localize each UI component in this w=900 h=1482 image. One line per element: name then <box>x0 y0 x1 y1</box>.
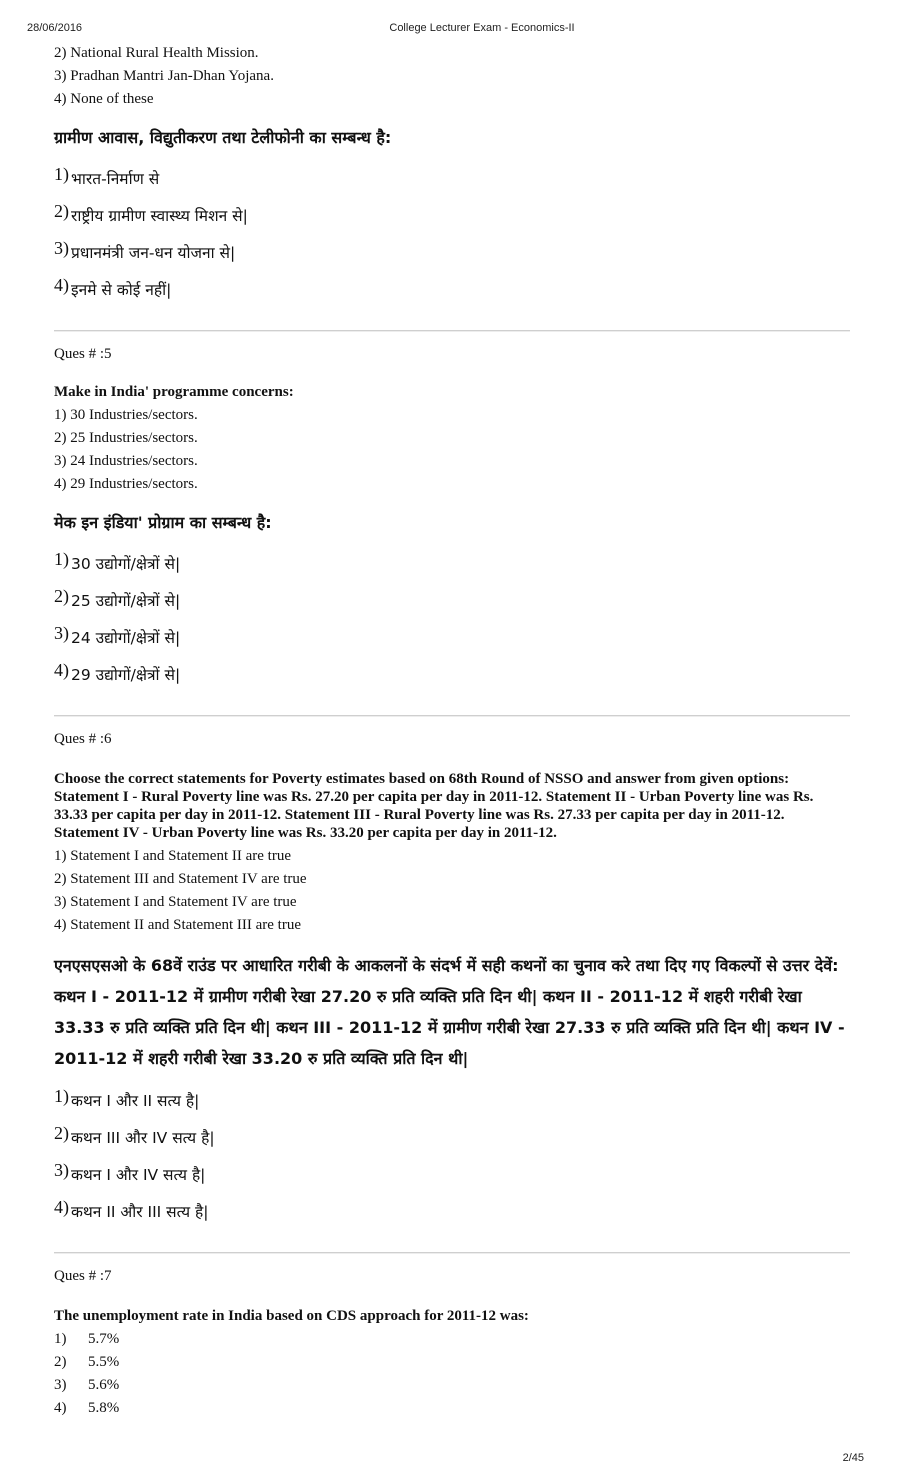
option-hi: 3) प्रधानमंत्री जन-धन योजना से| <box>54 238 236 262</box>
question-english: The unemployment rate in India based on CDS approach for 2011-12 was: <box>54 1308 529 1324</box>
question-hindi: मेक इन इंडिया' प्रोग्राम का सम्बन्ध है: <box>54 513 272 532</box>
option-en: 1) 5.7% <box>54 1331 120 1347</box>
option-en: 4) 29 Industries/sectors. <box>54 476 198 492</box>
option-en: 1) Statement I and Statement II are true <box>54 848 291 864</box>
option-en: 3) 24 Industries/sectors. <box>54 453 198 469</box>
question-5 <box>54 346 850 691</box>
print-date: 28/06/2016 <box>27 22 83 34</box>
question-number: Ques # :7 <box>54 1268 112 1284</box>
question-english: Make in India' programme concerns: <box>54 384 294 400</box>
option-hi: 1) कथन I और II सत्य है| <box>54 1086 200 1110</box>
page-header <box>0 0 900 34</box>
question-english: Choose the correct statements for Poverty estimates based on 68th Round of NSSO and answer from given options: Statement I - Rural Poverty line was Rs. 27.20 per capita per day in 2011-12. Statement II - Urban Poverty line was Rs. 33.33 per capita per day in 2011-12. Statement III - Rural Poverty line was Rs. 27.33 per capita per day in 2011-12. Statement IV - Urban Poverty line was Rs. 33.20 per capita per day in 2011-12. <box>54 771 814 841</box>
question-hindi: ग्रामीण आवास, विद्युतीकरण तथा टेलीफोनी का सम्बन्ध है: <box>54 128 392 147</box>
option-en: 2) National Rural Health Mission. <box>54 45 259 61</box>
option-en: 2) 25 Industries/sectors. <box>54 430 198 446</box>
question-4-tail <box>54 42 850 306</box>
option-en: 1) 30 Industries/sectors. <box>54 407 198 423</box>
option-en: 3) Statement I and Statement IV are true <box>54 894 297 910</box>
question-7 <box>54 1268 850 1420</box>
divider <box>54 715 850 717</box>
option-hi: 4) कथन II और III सत्य है| <box>54 1197 209 1221</box>
divider <box>54 1252 850 1254</box>
question-hindi: एनएसएसओ के 68वें राउंड पर आधारित गरीबी के आकलनों के संदर्भ में सही कथनों का चुनाव करे तथा दिए गए विकल्पों से उत्तर देवें: कथन I - 2011-12 में ग्रामीण गरीबी रेखा 27.20 रु प्रति व्यक्ति प्रति दिन थी| कथन II - 2011-12 में शहरी गरीबी रेखा 33.33 रु प्रति व्यक्ति प्रति दिन थी| कथन III - 2011-12 में ग्रामीण गरीबी रेखा 27.33 रु प्रति व्यक्ति प्रति दिन थी| कथन IV - 2011-12 में शहरी गरीबी रेखा 33.20 रु प्रति व्यक्ति प्रति दिन थी| <box>54 956 845 1068</box>
document-title: College Lecturer Exam - Economics-II <box>389 22 575 34</box>
option-hi: 4) इनमे से कोई नहीं| <box>54 275 172 299</box>
question-6 <box>54 731 850 1228</box>
page-number: 2/45 <box>842 1452 864 1464</box>
option-en: 3) Pradhan Mantri Jan-Dhan Yojana. <box>54 68 274 84</box>
option-en: 2) Statement III and Statement IV are true <box>54 871 307 887</box>
option-hi: 4) 29 उद्योगों/क्षेत्रों से| <box>54 660 181 684</box>
option-hi: 2) कथन III और IV सत्य है| <box>54 1123 215 1147</box>
option-hi: 1) भारत-निर्माण से <box>54 164 160 188</box>
option-hi: 3) कथन I और IV सत्य है| <box>54 1160 206 1184</box>
question-number: Ques # :6 <box>54 731 112 747</box>
question-number: Ques # :5 <box>54 346 112 362</box>
option-en: 4) Statement II and Statement III are true <box>54 917 301 933</box>
option-hi: 3) 24 उद्योगों/क्षेत्रों से| <box>54 623 181 647</box>
option-hi: 2) राष्ट्रीय ग्रामीण स्वास्थ्य मिशन से| <box>54 201 248 225</box>
option-hi: 2) 25 उद्योगों/क्षेत्रों से| <box>54 586 181 610</box>
option-hi: 1) 30 उद्योगों/क्षेत्रों से| <box>54 549 181 573</box>
option-en: 2) 5.5% <box>54 1354 120 1370</box>
option-en: 4) 5.8% <box>54 1400 120 1416</box>
option-en: 4) None of these <box>54 91 154 107</box>
page-content <box>54 42 850 1420</box>
option-en: 3) 5.6% <box>54 1377 120 1393</box>
divider <box>54 330 850 332</box>
